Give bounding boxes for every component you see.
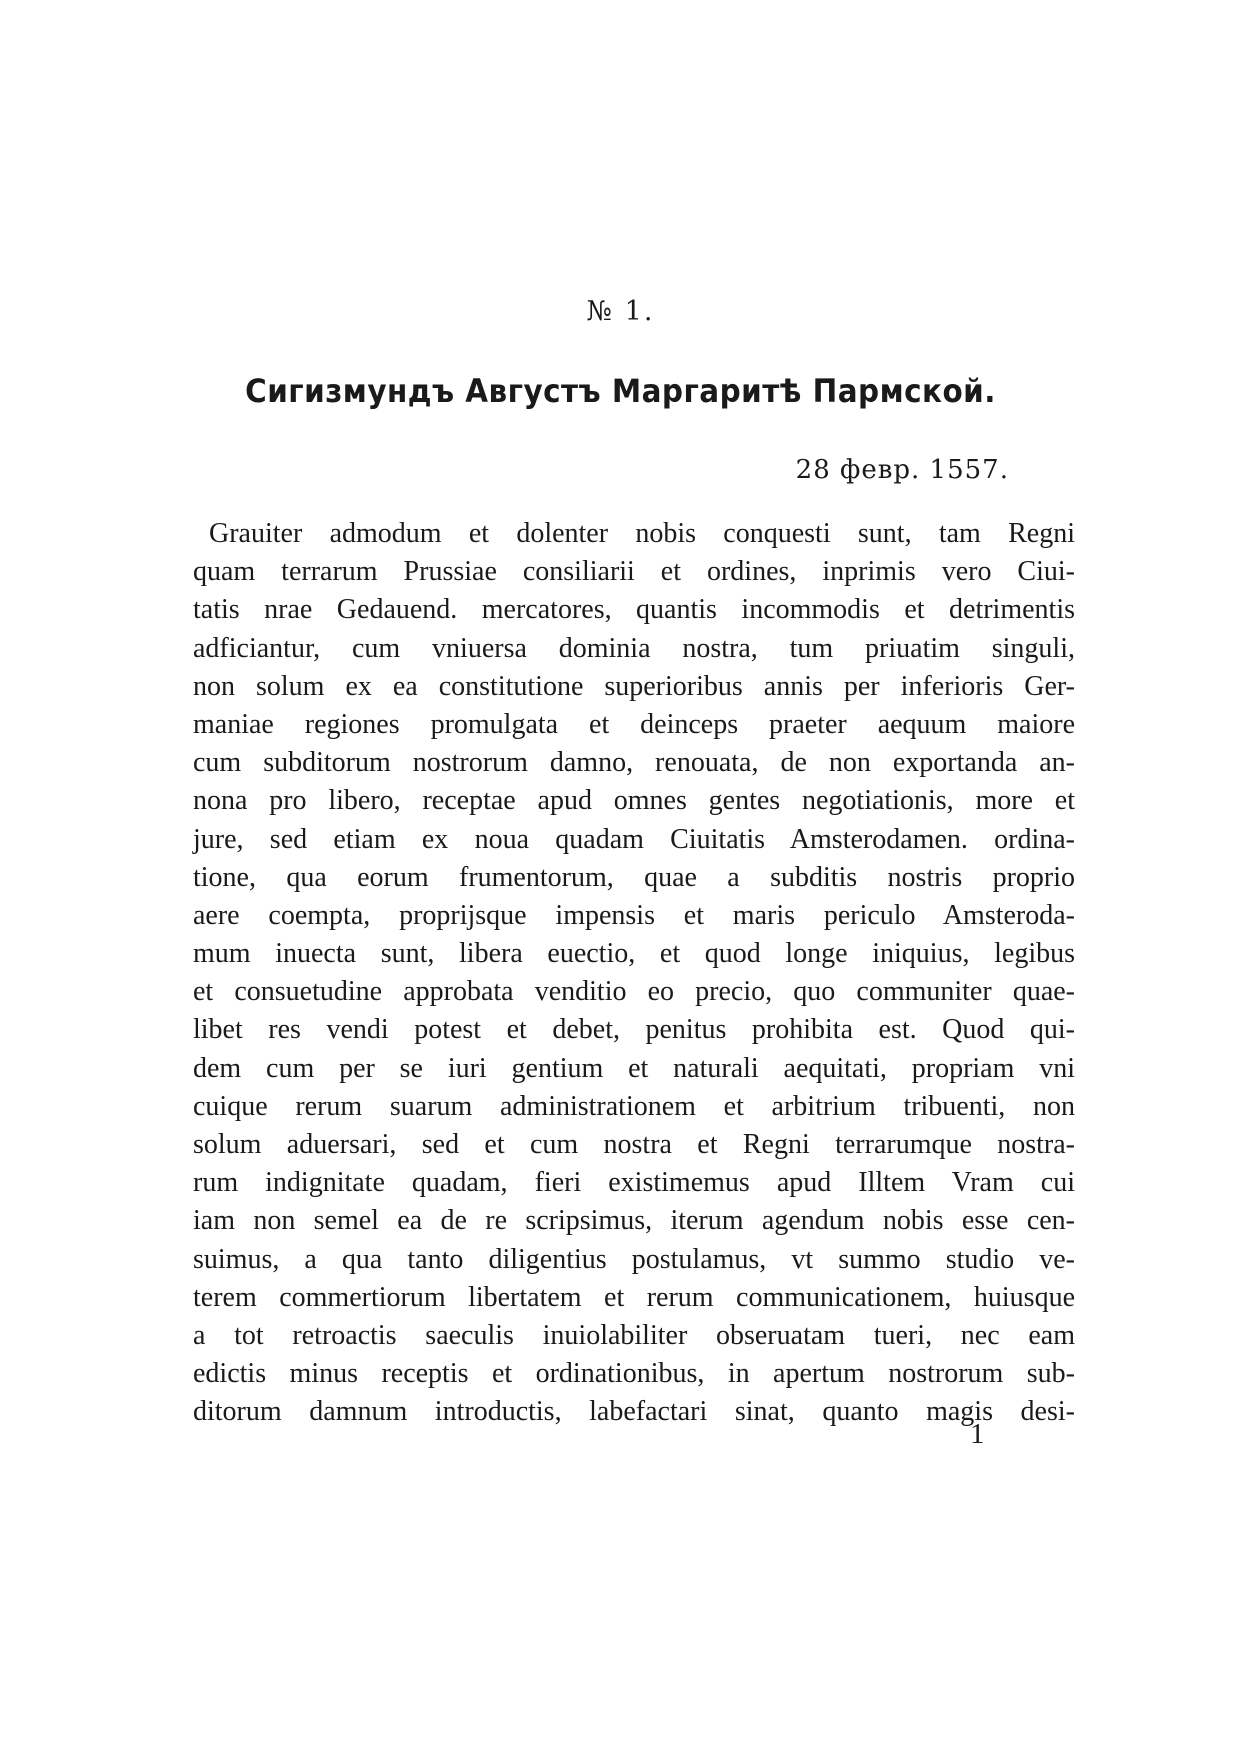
body-line: adficiantur, cum vniuersa dominia nostra, tum priuatim singuli, xyxy=(193,632,1075,664)
body-line: Grauiter admodum et dolenter nobis conquesti sunt, tam Regni xyxy=(209,518,1075,549)
page-number: 1 xyxy=(970,1418,985,1450)
body-line: cum subditorum nostrorum damno, renouata, de non exportanda an- xyxy=(193,747,1075,779)
body-line: terem commertiorum libertatem et rerum communicationem, huiusque xyxy=(193,1281,1075,1313)
body-line: suimus, a qua tanto diligentius postulamus, vt summo studio ve- xyxy=(193,1243,1075,1275)
body-line: cuique rerum suarum administrationem et arbitrium tribuenti, non xyxy=(193,1090,1075,1122)
document-date: 28 февр. 1557. xyxy=(795,455,1009,485)
body-line: nona pro libero, receptae apud omnes gentes negotiationis, more et xyxy=(193,785,1075,817)
body-line: jure, sed etiam ex noua quadam Ciuitatis Amsterodamen. ordina- xyxy=(193,823,1075,855)
body-line: edictis minus receptis et ordinationibus, in apertum nostrorum sub- xyxy=(193,1358,1075,1390)
body-line: aere coempta, proprijsque impensis et maris periculo Amsteroda- xyxy=(193,899,1075,931)
body-line: rum indignitate quadam, fieri existimemus apud Illtem Vram cui xyxy=(193,1167,1075,1199)
body-line: quam terrarum Prussiae consiliarii et ordines, inprimis vero Ciui- xyxy=(193,556,1075,588)
document-title: Сигизмундъ Августъ Маргаритѣ Пармской. xyxy=(245,372,996,410)
body-text xyxy=(193,515,1075,1432)
body-line: iam non semel ea de re scripsimus, iterum agendum nobis esse cen- xyxy=(193,1205,1075,1237)
body-line: solum aduersari, sed et cum nostra et Regni terrarumque nostra- xyxy=(193,1129,1075,1160)
body-line: ditorum damnum introductis, labefactari sinat, quanto magis desi- xyxy=(193,1396,1075,1428)
body-line: tione, qua eorum frumentorum, quae a subditis nostris proprio xyxy=(193,861,1075,893)
body-line: mum inuecta sunt, libera euectio, et quod longe iniquius, legibus xyxy=(193,938,1075,970)
body-line: maniae regiones promulgata et deinceps praeter aequum maiore xyxy=(193,708,1075,740)
body-line: dem cum per se iuri gentium et naturali aequitati, propriam vni xyxy=(193,1052,1075,1084)
body-line: et consuetudine approbata venditio eo precio, quo communiter quae- xyxy=(193,976,1075,1008)
body-line: non solum ex ea constitutione superioribus annis per inferioris Ger- xyxy=(193,670,1075,702)
body-line: tatis nrae Gedauend. mercatores, quantis incommodis et detrimentis xyxy=(193,594,1075,626)
body-line: libet res vendi potest et debet, penitus prohibita est. Quod qui- xyxy=(193,1014,1075,1046)
document-number: № 1. xyxy=(586,296,655,327)
body-line: a tot retroactis saeculis inuiolabiliter obseruatam tueri, nec eam xyxy=(193,1319,1075,1351)
